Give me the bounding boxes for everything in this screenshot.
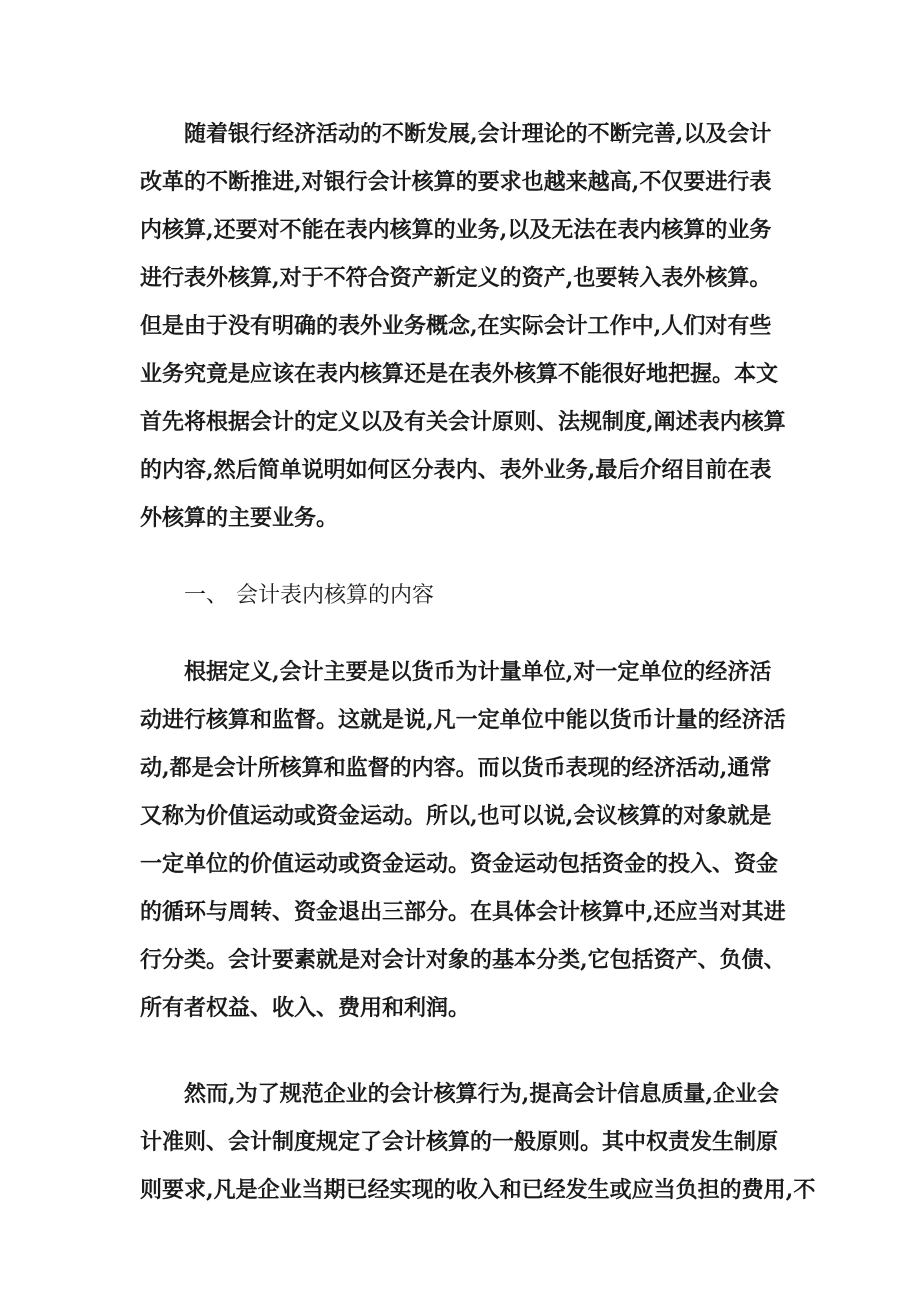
paragraph-line: 根据定义,会计主要是以货币为计量单位,对一定单位的经济活 xyxy=(184,659,772,685)
paragraph-line: 行分类。会计要素就是对会计对象的基本分类,它包括资产、负债、 xyxy=(140,947,786,973)
paragraph-definition xyxy=(140,648,820,1032)
paragraph-line: 进行表外核算,对于不符合资产新定义的资产,也要转入表外核算。 xyxy=(140,265,772,291)
paragraph-line: 则要求,凡是企业当期已经实现的收入和已经发生或应当负担的费用,不 xyxy=(140,1177,816,1203)
paragraph-line: 动,都是会计所核算和监督的内容。而以货币表现的经济活动,通常 xyxy=(140,755,772,781)
paragraph-line: 内核算,还要对不能在表内核算的业务,以及无法在表内核算的业务 xyxy=(140,217,772,243)
paragraph-line: 然而,为了规范企业的会计核算行为,提高会计信息质量,企业会 xyxy=(184,1081,779,1107)
paragraph-line: 计准则、会计制度规定了会计核算的一般原则。其中权责发生制原 xyxy=(140,1129,779,1155)
paragraph-line: 业务究竟是应该在表内核算还是在表外核算不能很好地把握。本文 xyxy=(140,361,779,387)
section-number: 一、 xyxy=(184,583,229,608)
paragraph-line: 外核算的主要业务。 xyxy=(140,505,339,531)
paragraph-line: 所有者权益、收入、费用和利润。 xyxy=(140,995,471,1021)
paragraph-line: 但是由于没有明确的表外业务概念,在实际会计工作中,人们对有些 xyxy=(140,313,772,339)
paragraph-line: 改革的不断推进,对银行会计核算的要求也越来越高,不仅要进行表 xyxy=(140,169,772,195)
paragraph-line: 一定单位的价值运动或资金运动。资金运动包括资金的投入、资金 xyxy=(140,851,779,877)
paragraph-principles xyxy=(140,1070,820,1214)
section-heading xyxy=(140,572,820,620)
section-title: 会计表内核算的内容 xyxy=(236,583,435,608)
document-body xyxy=(140,110,820,1214)
paragraph-line: 动进行核算和监督。这就是说,凡一定单位中能以货币计量的经济活 xyxy=(140,707,786,733)
paragraph-line: 首先将根据会计的定义以及有关会计原则、法规制度,阐述表内核算 xyxy=(140,409,786,435)
paragraph-line: 的内容,然后简单说明如何区分表内、表外业务,最后介绍目前在表 xyxy=(140,457,772,483)
paragraph-line: 的循环与周转、资金退出三部分。在具体会计核算中,还应当对其进 xyxy=(140,899,786,925)
paragraph-intro xyxy=(140,110,820,542)
paragraph-line: 随着银行经济活动的不断发展,会计理论的不断完善,以及会计 xyxy=(184,121,772,147)
paragraph-line: 又称为价值运动或资金运动。所以,也可以说,会议核算的对象就是 xyxy=(140,803,772,829)
